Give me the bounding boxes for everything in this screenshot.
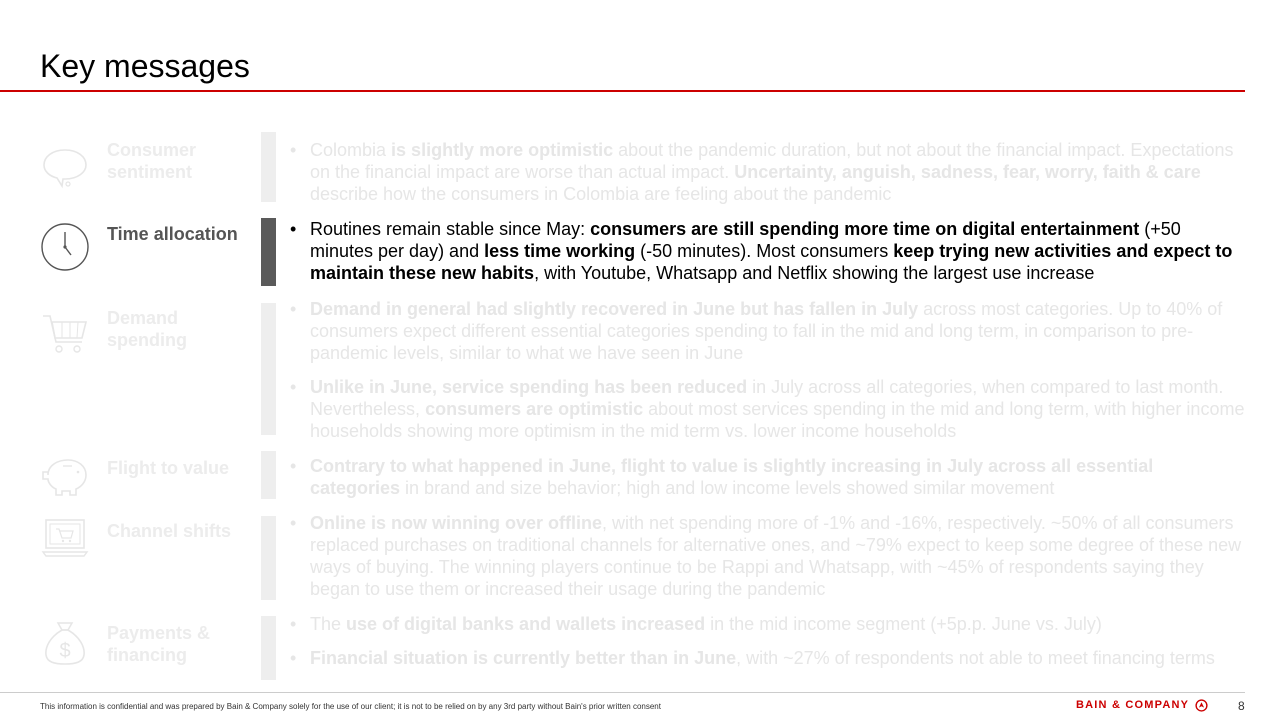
row-indicator-bar [261, 132, 276, 202]
page-title: Key messages [40, 48, 250, 84]
bullet-text: , with net spending more of -1% and -16%, respectively. ~50% of all consumers replaced purchases on traditional channels for alternative ones, and ~79% expect to keep some degree of these new ways of buying. The winning players continue to be Rappi and Whatsapp, with ~45% of respondents saying they began to use them or increased their usage during the pandemic [310, 513, 1242, 599]
confidentiality-disclaimer: This information is confidential and was prepared by Bain & Company solely for the use of our client; it is not to be relied on by any 3rd party without Bain's prior written consent [40, 702, 661, 711]
bullet-bold-text: less time working [484, 241, 636, 261]
bullet-bold-text: keep trying new activities and expect to maintain these new habits [310, 241, 1233, 283]
bullet-bold-text: Demand in general had slightly recovered in June but has fallen in July [310, 299, 919, 319]
bullet-bold-text: Contrary to what happened in June, flight to value is slightly increasing in July across all essential categories [310, 456, 1154, 498]
bain-logo [1076, 698, 1208, 712]
bullet-bold-text: consumers are optimistic [425, 399, 644, 419]
row-label: Payments & financing [107, 623, 211, 665]
title-divider [0, 90, 1245, 92]
page-number: 8 [1238, 699, 1245, 713]
bullet-bold-text: Uncertainty, anguish, sadness, fear, worry, faith & care [734, 162, 1201, 182]
bullet-item [290, 647, 1245, 669]
bullet-list [290, 512, 1245, 612]
money-bag-icon [40, 617, 90, 667]
row-label: Flight to value [107, 458, 230, 478]
row-indicator-bar [261, 616, 276, 680]
bullet-text: in the mid income segment (+5p.p. June vs. July) [705, 614, 1102, 634]
row-indicator-bar [261, 218, 276, 286]
footer-divider [0, 692, 1245, 693]
row-label: Channel shifts [107, 521, 232, 541]
row-label: Demand spending [107, 308, 187, 350]
logo-mark-icon [1195, 699, 1208, 712]
bullet-text: , with ~27% of respondents not able to meet financing terms [736, 648, 1215, 668]
row-indicator-bar [261, 303, 276, 435]
bullet-list [290, 455, 1245, 511]
bullet-item [290, 139, 1245, 205]
logo-text: BAIN & COMPANY [1076, 699, 1190, 711]
clock-icon [40, 222, 90, 272]
bullet-list [290, 218, 1245, 296]
bullet-bold-text: consumers are still spending more time on digital entertainment [590, 219, 1140, 239]
bullet-item [290, 455, 1245, 499]
bullet-text: in brand and size behavior; high and low income levels showed similar movement [400, 478, 1055, 498]
bullet-bold-text: use of digital banks and wallets increased [346, 614, 706, 634]
row-indicator-bar [261, 516, 276, 600]
bullet-list [290, 139, 1245, 217]
bullet-bold-text: is slightly more optimistic [391, 140, 614, 160]
bullet-text: (-50 minutes). Most consumers [635, 241, 894, 261]
bullet-bold-text: Online is now winning over offline [310, 513, 603, 533]
laptop-cart-icon [40, 512, 90, 562]
bullet-text: about the pandemic duration, but not about the financial impact. Expectations on the financial impact are worse than actual impact. [310, 140, 1234, 182]
piggy-bank-icon [40, 451, 90, 501]
bullet-text: Routines remain stable since May: [310, 219, 591, 239]
bullet-item [290, 613, 1245, 635]
bullet-item [290, 376, 1245, 442]
shopping-cart-icon [40, 308, 90, 358]
bullet-bold-text: Financial situation is currently better than in June [310, 648, 737, 668]
row-label: Time allocation [107, 224, 238, 244]
bullet-text: in July across all categories, when compared to last month. Nevertheless, [310, 377, 1224, 419]
bullet-text: The [310, 614, 347, 634]
bullet-text: about most services spending in the mid and long term, with higher income households showing more optimism in the mid term vs. lower income households [310, 399, 1245, 441]
bullet-list [290, 613, 1245, 681]
bullet-item [290, 512, 1245, 600]
bullet-list [290, 298, 1245, 454]
bullet-item [290, 298, 1245, 364]
row-label: Consumer sentiment [107, 140, 197, 182]
row-indicator-bar [261, 451, 276, 499]
bullet-item [290, 218, 1245, 284]
bullet-text: , with Youtube, Whatsapp and Netflix showing the largest use increase [534, 263, 1095, 283]
svg-text:$: $ [59, 640, 71, 662]
bullet-text: (+50 minutes per day) and [310, 219, 1181, 261]
bullet-text: Colombia [310, 140, 392, 160]
bullet-bold-text: Unlike in June, service spending has been reduced [310, 377, 748, 397]
speech-bubble-icon [40, 140, 90, 190]
bullet-text: describe how the consumers in Colombia are feeling about the pandemic [310, 184, 892, 204]
bullet-text: across most categories. Up to 40% of consumers expect different essential categories spending to fall in the mid and long term, in comparison to pre-pandemic levels, similar to what we have seen in June [310, 299, 1223, 363]
